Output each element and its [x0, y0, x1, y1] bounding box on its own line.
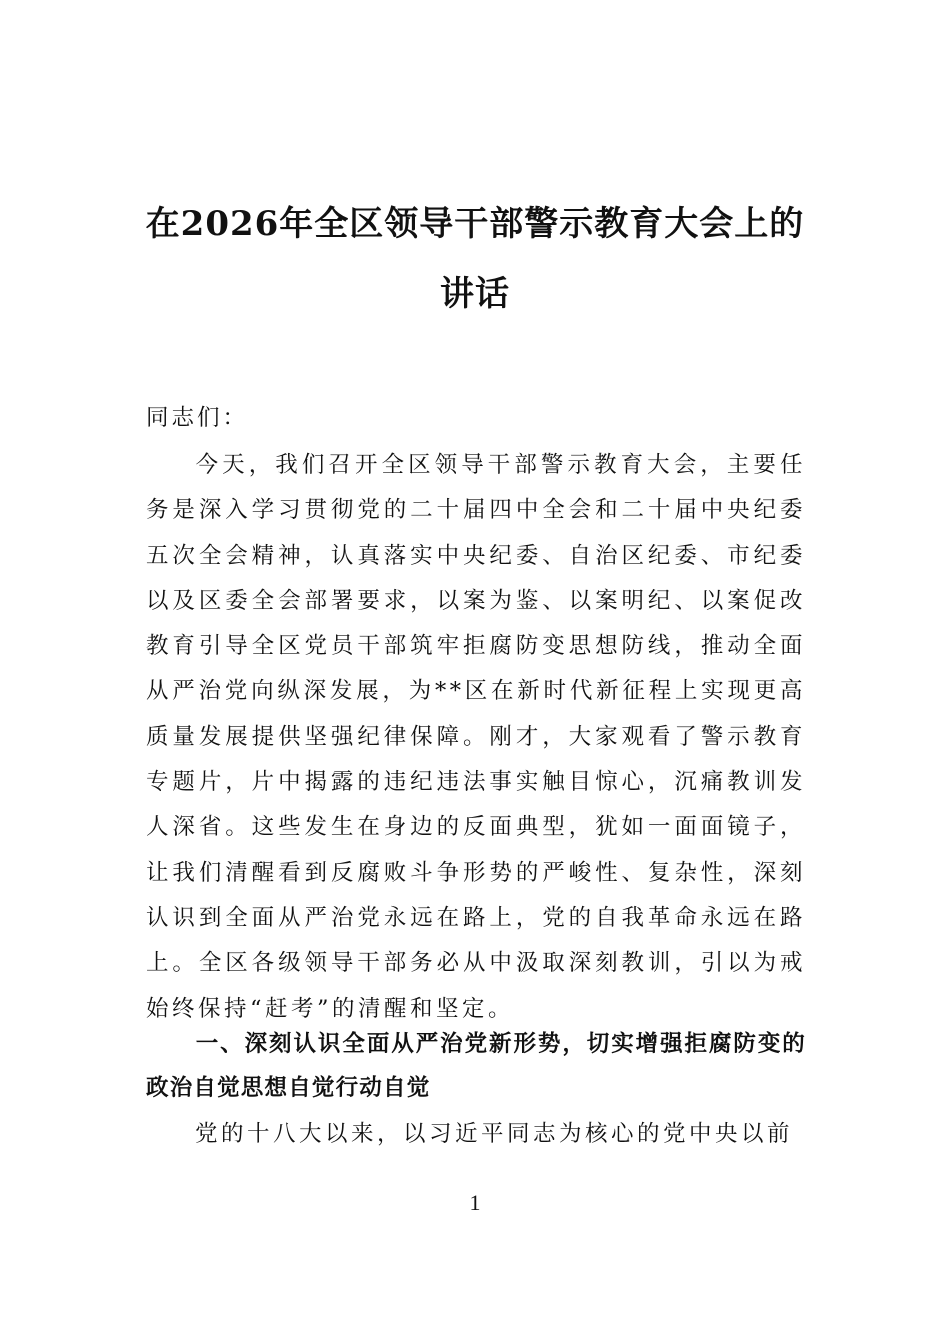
document-title-line-1: 在2026年全区领导干部警示教育大会上的	[145, 204, 805, 244]
paragraph-1	[146, 443, 806, 1032]
document-title-line-2: 讲话	[440, 274, 510, 314]
salutation: 同志们：	[146, 405, 249, 431]
section-heading-1	[146, 1022, 806, 1110]
section-heading-1-text: 一、深刻认识全面从严治党新形势，切实增强拒腐防变的政治自觉思想自觉行动自觉	[146, 1031, 806, 1101]
page-number: 1	[469, 1190, 481, 1215]
paragraph-1-text: 今天，我们召开全区领导干部警示教育大会，主要任务是深入学习贯彻党的二十届四中全会和二十届中央纪委五次全会精神，认真落实中央纪委、自治区纪委、市纪委以及区委全会部署要求，以案为鉴、以案明纪、以案促改教育引导全区党员干部筑牢拒腐防变思想防线，推动全面从严治党向纵深发展，为**区在新时代新征程上实现更高质量发展提供坚强纪律保障。刚才，大家观看了警示教育专题片，片中揭露的违纪违法事实触目惊心，沉痛教训发人深省。这些发生在身边的反面典型，犹如一面面镜子，让我们清醒看到反腐败斗争形势的严峻性、复杂性，深刻认识到全面从严治党永远在路上，党的自我革命永远在路上。全区各级领导干部务必从中汲取深刻教训，引以为戒始终保持“赶考”的清醒和坚定。	[146, 452, 806, 1022]
paragraph-2-text: 党的十八大以来，以习近平同志为核心的党中央以前	[195, 1121, 794, 1147]
paragraph-2	[146, 1112, 806, 1157]
